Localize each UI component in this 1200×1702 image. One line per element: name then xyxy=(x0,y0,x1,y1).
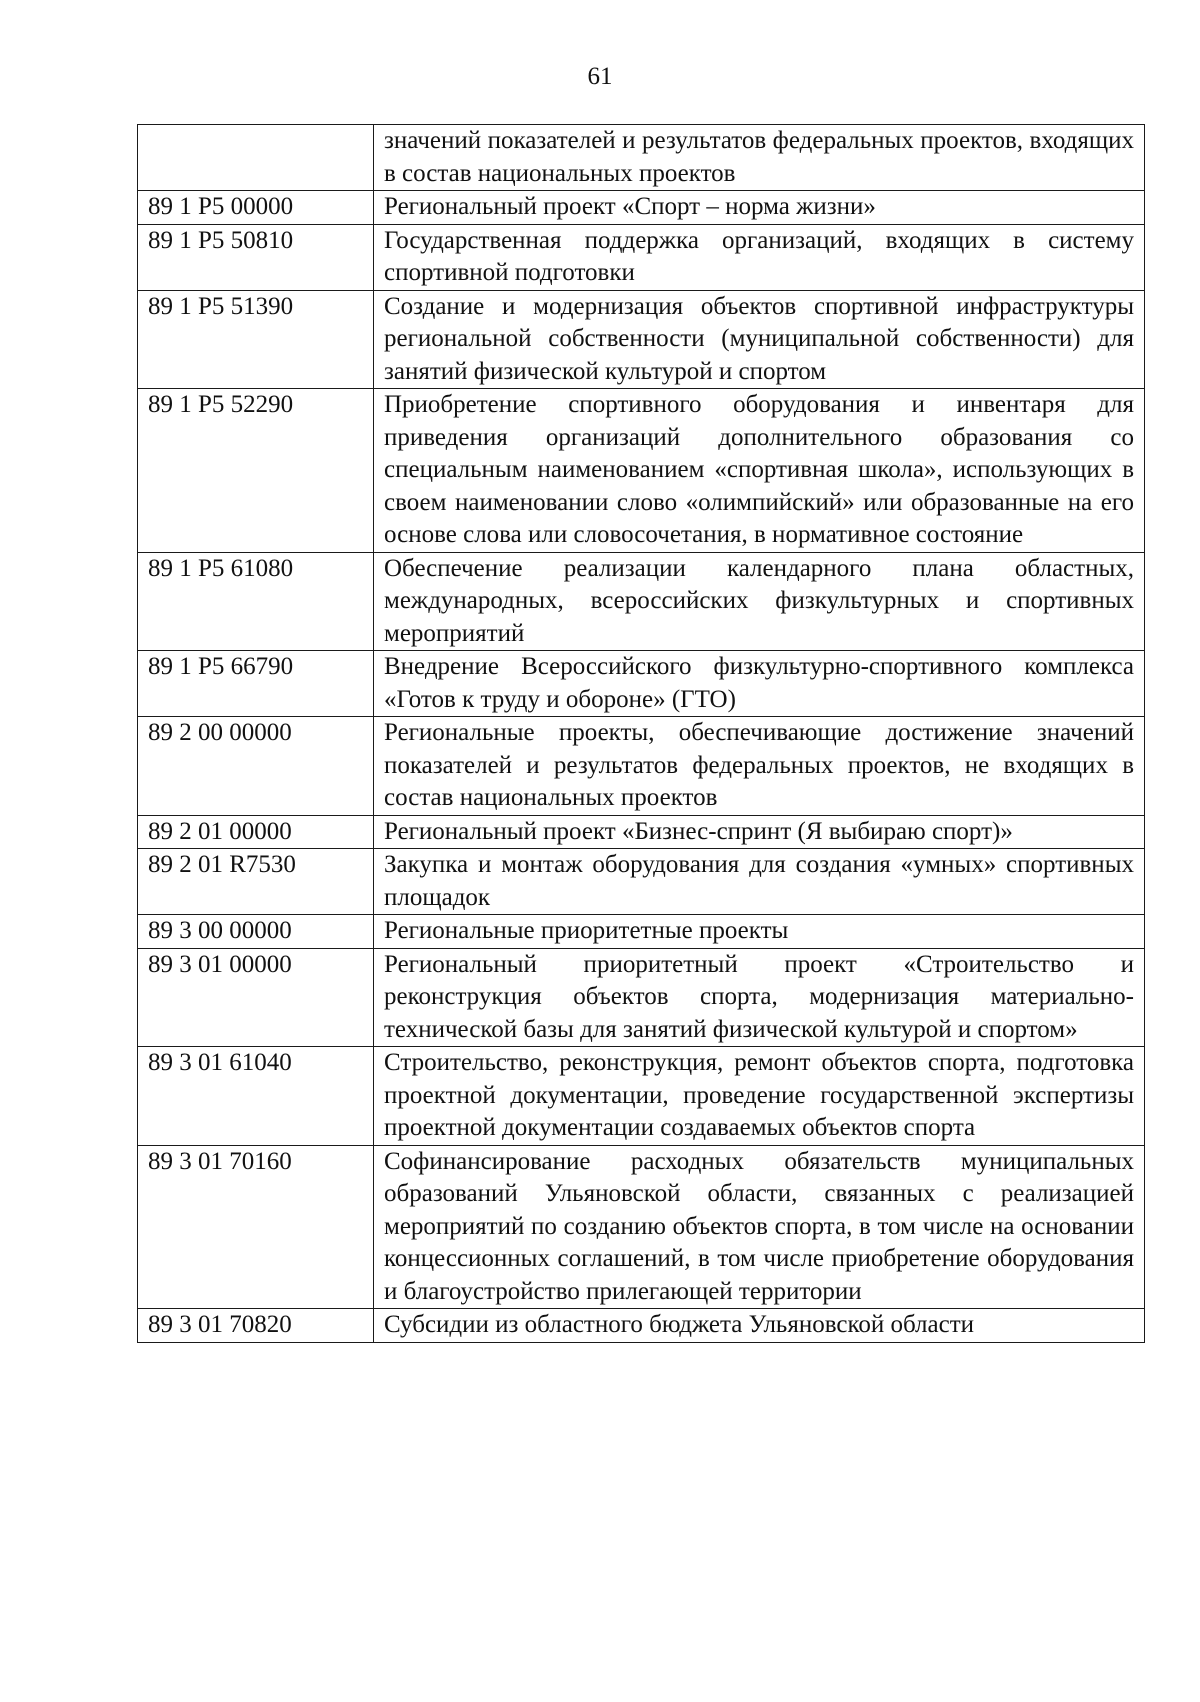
table-row xyxy=(138,191,1145,225)
code-cell: 89 1 P5 52290 xyxy=(138,389,374,553)
code-cell: 89 1 P5 00000 xyxy=(138,191,374,225)
code-cell: 89 2 01 00000 xyxy=(138,815,374,849)
page-number: 61 xyxy=(587,63,613,90)
description-cell: Софинансирование расходных обязательств муниципальных образований Ульяновской области, связанных с реализацией мероприятий по созданию объектов спорта, в том числе на основании концессионных соглашений, в том числе приобретение оборудования и благоустройство прилегающей территории xyxy=(374,1145,1145,1309)
code-cell: 89 3 01 70160 xyxy=(138,1145,374,1309)
table-row xyxy=(138,1047,1145,1146)
description-cell: Закупка и монтаж оборудования для создания «умных» спортивных площадок xyxy=(374,849,1145,915)
code-cell: 89 3 00 00000 xyxy=(138,915,374,949)
code-cell: 89 1 P5 51390 xyxy=(138,290,374,389)
table-row xyxy=(138,915,1145,949)
table-row xyxy=(138,815,1145,849)
table-row xyxy=(138,389,1145,553)
table-row xyxy=(138,849,1145,915)
table-row xyxy=(138,717,1145,816)
description-cell: Создание и модернизация объектов спортивной инфраструктуры региональной собственности (муниципальной собственности) для занятий физической культурой и спортом xyxy=(374,290,1145,389)
description-cell: Субсидии из областного бюджета Ульяновской области xyxy=(374,1309,1145,1343)
code-cell: 89 3 01 61040 xyxy=(138,1047,374,1146)
description-cell: Обеспечение реализации календарного плана областных, международных, всероссийских физкультурных и спортивных мероприятий xyxy=(374,552,1145,651)
table-row xyxy=(138,1145,1145,1309)
table-row xyxy=(138,1309,1145,1343)
table-row xyxy=(138,290,1145,389)
description-cell: Региональный проект «Бизнес-спринт (Я выбираю спорт)» xyxy=(374,815,1145,849)
description-cell: Региональные проекты, обеспечивающие достижение значений показателей и результатов федеральных проектов, не входящих в состав национальных проектов xyxy=(374,717,1145,816)
table-row xyxy=(138,651,1145,717)
code-cell: 89 3 01 00000 xyxy=(138,948,374,1047)
description-cell: Внедрение Всероссийского физкультурно-спортивного комплекса «Готов к труду и обороне» (ГТО) xyxy=(374,651,1145,717)
code-cell xyxy=(138,125,374,191)
description-cell: Приобретение спортивного оборудования и инвентаря для приведения организаций дополнительного образования со специальным наименованием «спортивная школа», использующих в своем наименовании слово «олимпийский» или образованные на его основе слова или словосочетания, в нормативное состояние xyxy=(374,389,1145,553)
description-cell: Региональные приоритетные проекты xyxy=(374,915,1145,949)
description-cell: Государственная поддержка организаций, входящих в систему спортивной подготовки xyxy=(374,224,1145,290)
table-row xyxy=(138,552,1145,651)
code-cell: 89 1 P5 50810 xyxy=(138,224,374,290)
code-cell: 89 1 P5 61080 xyxy=(138,552,374,651)
code-cell: 89 3 01 70820 xyxy=(138,1309,374,1343)
description-cell: значений показателей и результатов федеральных проектов, входящих в состав национальных проектов xyxy=(374,125,1145,191)
budget-code-table xyxy=(137,124,1145,1343)
description-cell: Региональный проект «Спорт – норма жизни» xyxy=(374,191,1145,225)
code-cell: 89 2 00 00000 xyxy=(138,717,374,816)
description-cell: Региональный приоритетный проект «Строительство и реконструкция объектов спорта, модернизация материально-технической базы для занятий физической культурой и спортом» xyxy=(374,948,1145,1047)
code-cell: 89 1 P5 66790 xyxy=(138,651,374,717)
table-row xyxy=(138,224,1145,290)
table-row xyxy=(138,125,1145,191)
table-row xyxy=(138,948,1145,1047)
description-cell: Строительство, реконструкция, ремонт объектов спорта, подготовка проектной документации, проведение государственной экспертизы проектной документации создаваемых объектов спорта xyxy=(374,1047,1145,1146)
code-cell: 89 2 01 R7530 xyxy=(138,849,374,915)
table-body xyxy=(138,125,1145,1343)
